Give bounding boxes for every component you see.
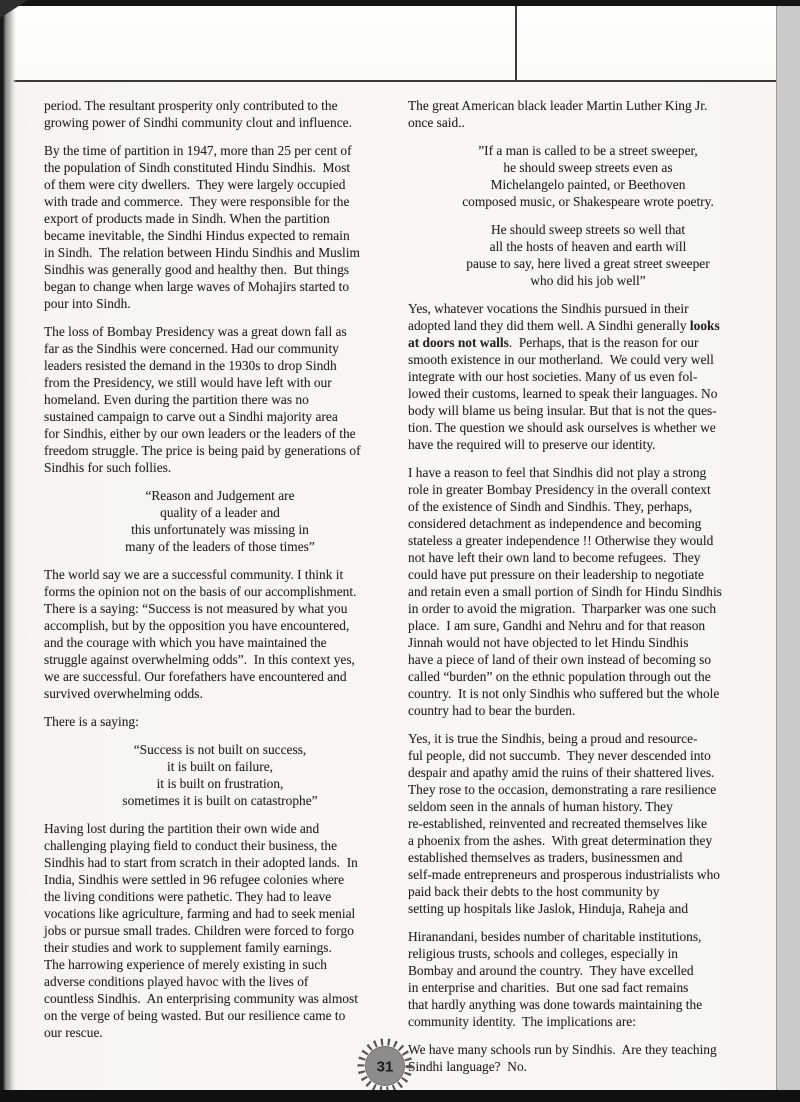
text-line: he should sweep streets even as	[503, 160, 673, 175]
text-line: smooth existence in our motherland. We could very well	[408, 352, 714, 367]
text-line: pour into Sindh.	[44, 296, 131, 311]
text-line: integrate with our host societies. Many of us even fol-	[408, 369, 698, 384]
text-line: quality of a leader and	[160, 505, 280, 520]
top-scan-band	[0, 0, 800, 6]
text-line: place. I am sure, Gandhi and Nehru and for that reason	[408, 618, 706, 633]
text-line: Sindhis was generally good and healthy then. But things	[44, 262, 349, 277]
text-line: I have a reason to feel that Sindhis did not play a strong	[408, 465, 707, 480]
text-line: Having lost during the partition their own wide and	[44, 821, 320, 836]
paragraph	[44, 97, 396, 131]
text-line: we are successful. Our forefathers have encountered and	[44, 669, 347, 684]
text-line: Yes, whatever vocations the Sindhis pursued in their	[408, 301, 689, 316]
text-line: have the required will to preserve our identity.	[408, 437, 656, 452]
text-line: established themselves as traders, businessmen and	[408, 850, 683, 865]
text-line: homeland. Even during the partition there was no	[44, 392, 309, 407]
text-line: growing power of Sindhi community clout and influence.	[44, 115, 352, 130]
page-number: 31	[376, 1058, 394, 1076]
text-line: sometimes it is built on catastrophe”	[122, 793, 318, 808]
text-line: it is built on frustration,	[156, 776, 284, 791]
text-line: The great American black leader Martin Luther King Jr.	[408, 98, 708, 113]
text-line: Sindhi language? No.	[408, 1059, 528, 1074]
paragraph	[44, 713, 396, 730]
text-line: for Sindhis, either by our own leaders or the leaders of the	[44, 426, 356, 441]
text-line: have a piece of land of their own instead of becoming so	[408, 652, 712, 667]
text-line: not have left their own land to become refugees. They	[408, 550, 701, 565]
paragraph	[408, 300, 768, 453]
text-line: sustained campaign to carve out a Sindhi majority area	[44, 409, 338, 424]
text-line: could have put pressure on their leadership to negotiate	[408, 567, 704, 582]
text-line: at doors not walls. Perhaps, that is the reason for our	[408, 335, 699, 350]
text-line: leaders resisted the demand in the 1930s to drop Sindh	[44, 358, 337, 373]
text-line: India, Sindhis were settled in 96 refugee colonies where	[44, 872, 345, 887]
text-line: adopted land they did them well. A Sindhi generally looks	[408, 318, 720, 333]
text-line: country. It is not only Sindhis who suffered but the whole	[408, 686, 720, 701]
text-line: We have many schools run by Sindhis. Are they teaching	[408, 1042, 717, 1057]
text-line: country had to bear the burden.	[408, 703, 576, 718]
text-line: lowed their customs, learned to speak their languages. No	[408, 386, 718, 401]
text-line: The loss of Bombay Presidency was a great down fall as	[44, 324, 347, 339]
right-column	[408, 97, 768, 1086]
text-line: Michelangelo painted, or Beethoven	[490, 177, 686, 192]
text-line: began to change when large waves of Mohajirs started to	[44, 279, 350, 294]
text-line: religious trusts, schools and colleges, especially in	[408, 946, 678, 961]
paragraph	[408, 97, 768, 131]
paragraph	[408, 928, 768, 1030]
text-line: period. The resultant prosperity only contributed to the	[44, 98, 338, 113]
paragraph	[408, 464, 768, 719]
paragraph	[44, 323, 396, 476]
quote-block	[44, 741, 396, 809]
text-line: once said..	[408, 115, 465, 130]
text-line: countless Sindhis. An enterprising community was almost	[44, 991, 358, 1006]
text-line: all the hosts of heaven and earth will	[489, 239, 687, 254]
text-line: with trade and commerce. They were responsible for the	[44, 194, 350, 209]
text-line: Sindhis had to start from scratch in their adopted lands. In	[44, 855, 358, 870]
text-line: became inevitable, the Sindhi Hindus expected to remain	[44, 228, 350, 243]
paragraph	[44, 142, 396, 312]
text-line: challenging playing field to conduct their business, the	[44, 838, 338, 853]
header-divider	[515, 6, 517, 80]
text-line: self-made entrepreneurs and prosperous industrialists who	[408, 867, 720, 882]
text-line: Sindhis for such follies.	[44, 460, 172, 475]
text-line: vocations like agriculture, farming and had to seek menial	[44, 906, 356, 921]
text-line: tion. The question we should ask ourselves is whether we	[408, 420, 716, 435]
text-line: who did his job well”	[530, 273, 646, 288]
text-line: despair and apathy amid the ruins of their shattered lives.	[408, 765, 715, 780]
text-line: and the courage with which you have maintained the	[44, 635, 327, 650]
left-column	[44, 97, 396, 1052]
paragraph	[408, 1041, 768, 1075]
starburst-icon	[355, 1036, 415, 1096]
text-line: it is built on failure,	[167, 759, 273, 774]
text-line: Yes, it is true the Sindhis, being a proud and resource-	[408, 731, 698, 746]
text-line: The harrowing experience of merely existing in such	[44, 957, 327, 972]
text-line: There is a saying:	[44, 714, 139, 729]
text-line: paid back their debts to the host community by	[408, 884, 660, 899]
text-line: stateless a greater independence !! Otherwise they would	[408, 533, 714, 548]
text-line: from the Presidency, we still would have left with our	[44, 375, 332, 390]
text-line: Hiranandani, besides number of charitable institutions,	[408, 929, 702, 944]
text-line: body will blame us being insular. But that is not the ques-	[408, 403, 717, 418]
paragraph	[44, 566, 396, 702]
text-line: seldom seen in the annals of human history. They	[408, 799, 673, 814]
text-line: community identity. The implications are:	[408, 1014, 636, 1029]
text-line: ”If a man is called to be a street sweeper,	[478, 143, 698, 158]
text-line: jobs or pursue small trades. Children were forced to forgo	[44, 923, 354, 938]
text-line: composed music, or Shakespeare wrote poetry.	[462, 194, 714, 209]
text-line: of them were city dwellers. They were largely occupied	[44, 177, 346, 192]
text-line: By the time of partition in 1947, more than 25 per cent of	[44, 143, 352, 158]
text-line: struggle against overwhelming odds”. In this context yes,	[44, 652, 355, 667]
text-line: this unfortunately was missing in	[131, 522, 309, 537]
header-box	[12, 6, 776, 82]
text-line: adverse conditions played havoc with the lives of	[44, 974, 309, 989]
page-right-edge	[776, 0, 800, 1102]
text-line: freedom struggle. The price is being paid by generations of	[44, 443, 361, 458]
text-line: Bombay and around the country. They have excelled	[408, 963, 694, 978]
text-line: in order to avoid the migration. Tharparker was one such	[408, 601, 717, 616]
text-line: the population of Sindh constituted Hindu Sindhis. Most	[44, 160, 351, 175]
paragraph	[44, 820, 396, 1041]
text-line: far as the Sindhis were concerned. Had our community	[44, 341, 339, 356]
text-line: forms the opinion not on the basis of our accomplishment.	[44, 584, 357, 599]
text-line: that hardly anything was done towards maintaining the	[408, 997, 703, 1012]
text-line: There is a saying: “Success is not measured by what you	[44, 601, 348, 616]
bottom-scan-band	[0, 1090, 800, 1102]
text-line: export of products made in Sindh. When the partition	[44, 211, 330, 226]
page-number-badge	[355, 1036, 415, 1096]
paragraph	[408, 730, 768, 917]
text-line: The world say we are a successful community. I think it	[44, 567, 344, 582]
text-line: in enterprise and charities. But one sad fact remains	[408, 980, 689, 995]
text-line: pause to say, here lived a great street sweeper	[466, 256, 710, 271]
text-line: setting up hospitals like Jaslok, Hinduja, Raheja and	[408, 901, 689, 916]
text-line: on the verge of being wasted. But our resilience came to	[44, 1008, 346, 1023]
page-left-edge	[0, 0, 16, 1102]
text-line: the living conditions were pathetic. They had to leave	[44, 889, 332, 904]
text-line: re-established, reinvented and recreated themselves like	[408, 816, 707, 831]
text-line: ful people, did not succumb. They never descended into	[408, 748, 711, 763]
text-line: accomplish, but by the opposition you have encountered,	[44, 618, 350, 633]
text-line: called “burden” on the ethnic population through out the	[408, 669, 711, 684]
text-line: and retain even a small portion of Sindh for Hindu Sindhis	[408, 584, 722, 599]
text-line: in Sindh. The relation between Hindu Sindhis and Muslim	[44, 245, 360, 260]
text-line: survived overwhelming odds.	[44, 686, 203, 701]
quote-block	[408, 221, 768, 289]
text-line: our rescue.	[44, 1025, 103, 1040]
text-line: Jinnah would not have objected to let Hindu Sindhis	[408, 635, 689, 650]
text-line: a phoenix from the ashes. With great determination they	[408, 833, 713, 848]
text-line: of the existence of Sindh and Sindhis. They, perhaps,	[408, 499, 693, 514]
text-line: “Reason and Judgement are	[145, 488, 295, 503]
quote-block	[44, 487, 396, 555]
quote-block	[408, 142, 768, 210]
text-line: considered detachment as independence and becoming	[408, 516, 702, 531]
text-line: role in greater Bombay Presidency in the overall context	[408, 482, 711, 497]
text-line: their studies and work to supplement family earnings.	[44, 940, 332, 955]
text-line: He should sweep streets so well that	[490, 222, 686, 237]
text-line: They rose to the occasion, demonstrating a rare resilience	[408, 782, 717, 797]
text-line: “Success is not built on success,	[133, 742, 307, 757]
text-line: many of the leaders of those times”	[125, 539, 315, 554]
